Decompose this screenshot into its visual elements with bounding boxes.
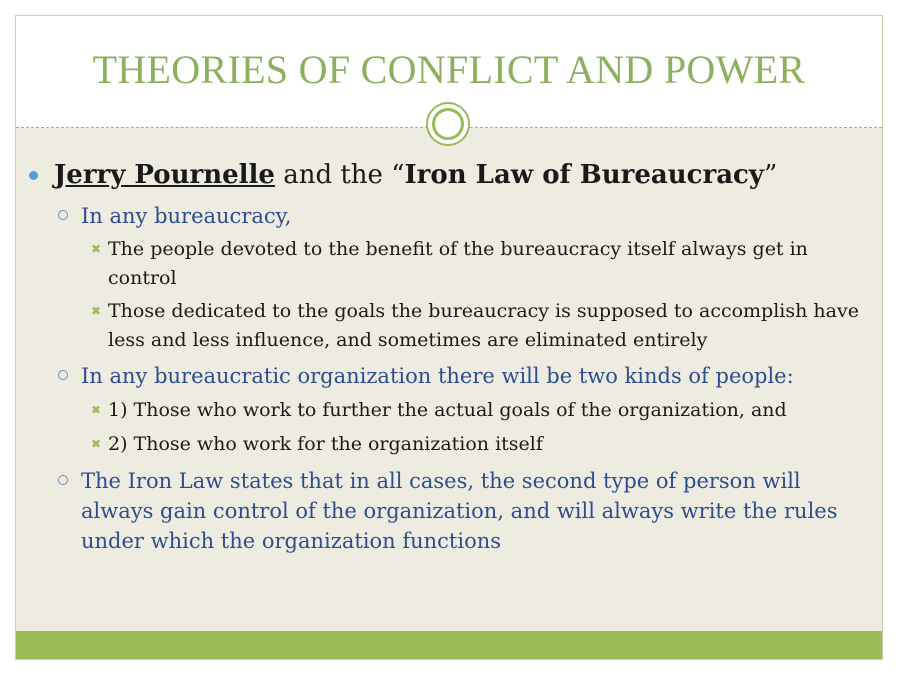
bullet-text: 2) Those who work for the organization itself <box>108 433 543 455</box>
bullet-level3-2 <box>91 297 868 355</box>
x-bullet-icon: ✖ <box>91 403 102 417</box>
ring-ornament-icon <box>426 102 470 146</box>
bullet-level2-2 <box>81 361 871 391</box>
bullet-level3-1 <box>91 235 868 293</box>
bullet-level3-3 <box>91 396 868 425</box>
circle-bullet-icon <box>58 475 68 485</box>
bullet-level2-3 <box>81 466 871 556</box>
x-bullet-icon: ✖ <box>91 437 102 451</box>
round-bullet-icon <box>29 171 38 180</box>
law-name: Iron Law of Bureaucracy <box>404 160 764 190</box>
bullet-text: The Iron Law states that in all cases, the second type of person will always gain control of the organization, and will always write the rules under which the organization functions <box>81 469 838 553</box>
circle-bullet-icon <box>58 370 68 380</box>
bullet-level3-4 <box>91 430 868 459</box>
person-name: Jerry Pournelle <box>54 160 275 190</box>
bullet-level1-1 <box>54 159 777 191</box>
bullet-text: In any bureaucracy, <box>81 204 292 228</box>
footer-bar <box>16 631 882 660</box>
bullet-text: In any bureaucratic organization there will be two kinds of people: <box>81 364 794 388</box>
slide-title: THEORIES OF CONFLICT AND POWER <box>92 47 806 92</box>
bullet-level2-1 <box>81 201 871 231</box>
bullet-text: 1) Those who work to further the actual goals of the organization, and <box>108 399 787 421</box>
bullet-text: Those dedicated to the goals the bureaucracy is supposed to accomplish have less and less influence, and sometimes are eliminated entirely <box>108 300 859 351</box>
bullet-text: The people devoted to the benefit of the bureaucracy itself always get in control <box>108 238 808 289</box>
slide <box>15 15 883 660</box>
bullet-text-connector: and the “ <box>274 160 405 190</box>
circle-bullet-icon <box>58 210 68 220</box>
x-bullet-icon: ✖ <box>91 304 102 318</box>
x-bullet-icon: ✖ <box>91 242 102 256</box>
bullet-text-close-quote: ” <box>763 160 778 190</box>
